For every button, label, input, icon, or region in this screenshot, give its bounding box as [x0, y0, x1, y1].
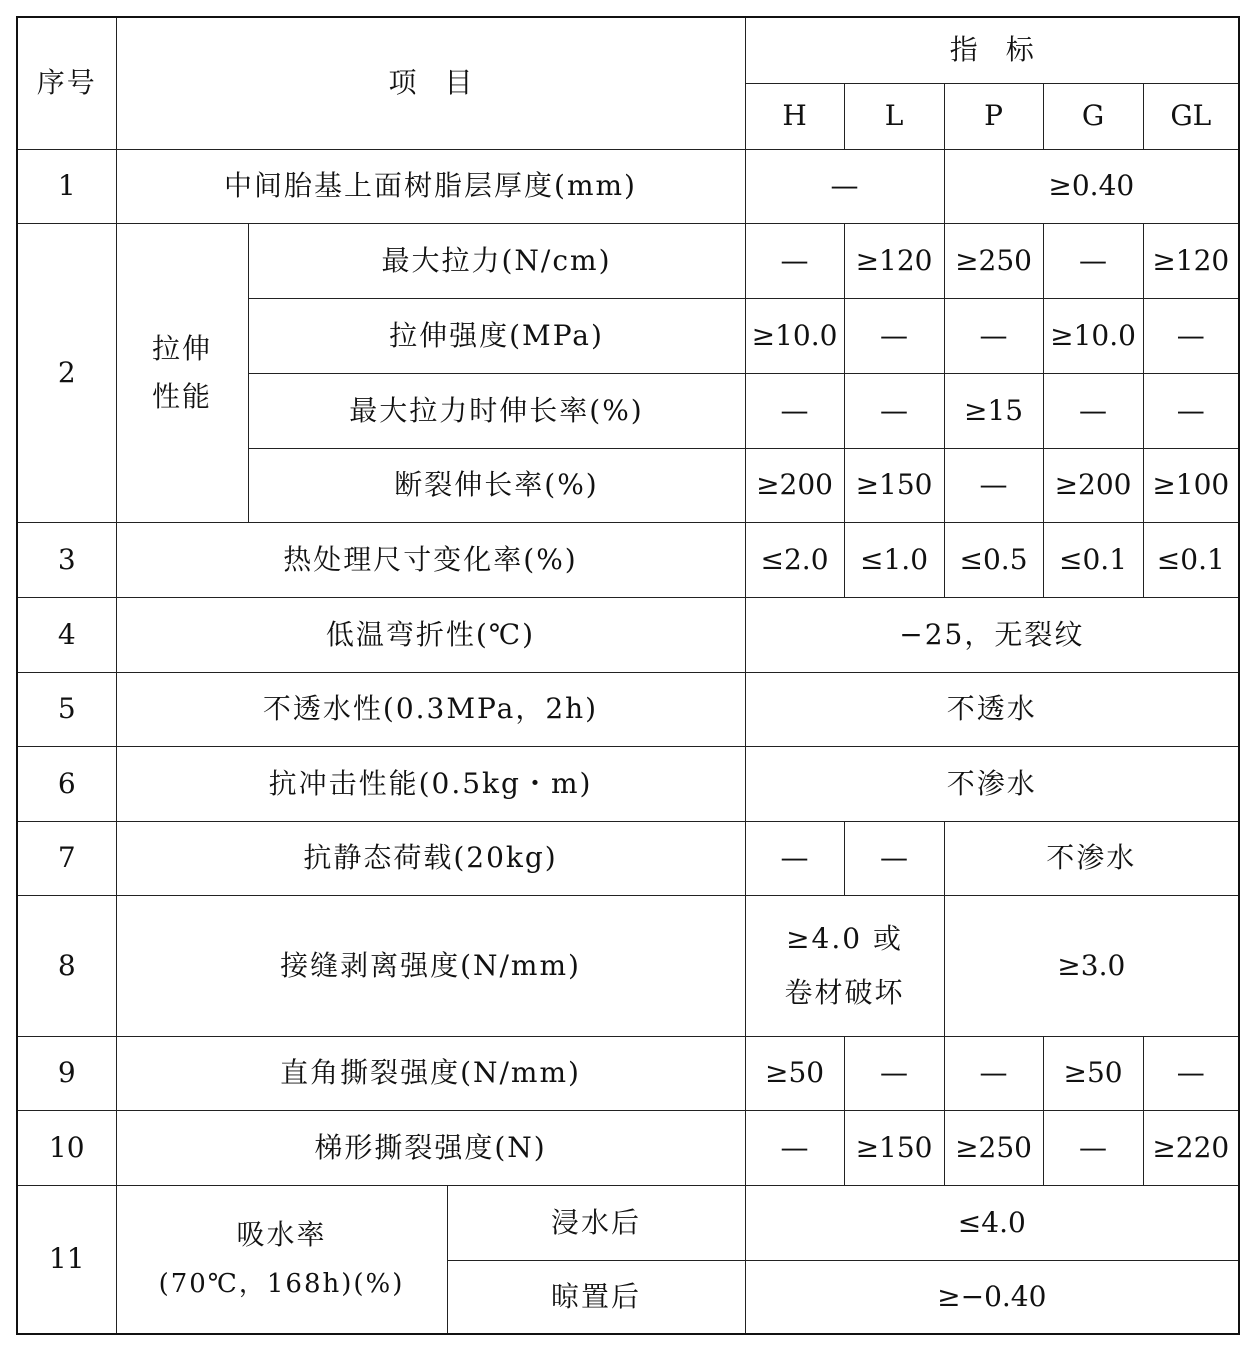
row-seq: 1 — [17, 149, 116, 223]
cell-h: ≥10.0 — [745, 298, 844, 373]
cell-h: ≤2.0 — [745, 522, 844, 597]
cell-gl: — — [1143, 298, 1239, 373]
table-row — [17, 597, 1239, 672]
cell-g: ≥200 — [1043, 448, 1143, 522]
row-seq: 4 — [17, 597, 116, 672]
row-seq: 7 — [17, 821, 116, 895]
spec-table — [16, 16, 1240, 1335]
row-value: −25，无裂纹 — [745, 597, 1239, 672]
row-item: 热处理尺寸变化率(%) — [116, 522, 745, 597]
table-row — [17, 1110, 1239, 1185]
row-item: 中间胎基上面树脂层厚度(mm) — [116, 149, 745, 223]
value-line: ≥4.0 或 — [786, 921, 903, 955]
row-seq: 10 — [17, 1110, 116, 1185]
row-item: 晾置后 — [447, 1260, 745, 1334]
row-item: 低温弯折性(℃) — [116, 597, 745, 672]
cell-g: — — [1043, 1110, 1143, 1185]
cell-p: — — [944, 298, 1043, 373]
cell-l: ≥150 — [844, 1110, 944, 1185]
cell-gl: ≥220 — [1143, 1110, 1239, 1185]
table-row — [17, 895, 1239, 1036]
group-label-line: 性能 — [151, 379, 212, 413]
cell-g: — — [1043, 373, 1143, 448]
cell-gl: ≥120 — [1143, 223, 1239, 298]
row-item: 最大拉力(N/cm) — [248, 223, 745, 298]
cell-h: — — [745, 1110, 844, 1185]
row-item: 抗静态荷载(20kg) — [116, 821, 745, 895]
row-seq: 5 — [17, 672, 116, 746]
cell-l: — — [844, 373, 944, 448]
row-item: 拉伸强度(MPa) — [248, 298, 745, 373]
cell-g: — — [1043, 223, 1143, 298]
cell-g: ≤0.1 — [1043, 522, 1143, 597]
row-value: ≥3.0 — [944, 895, 1239, 1036]
cell-l: — — [844, 298, 944, 373]
cell-h: — — [745, 821, 844, 895]
cell-h: — — [745, 373, 844, 448]
cell-gl: — — [1143, 1036, 1239, 1110]
row-item: 浸水后 — [447, 1185, 745, 1260]
table-row — [17, 672, 1239, 746]
cell-gl: — — [1143, 373, 1239, 448]
cell-p: — — [944, 448, 1043, 522]
row-value: ≥0.40 — [944, 149, 1239, 223]
table-row — [17, 149, 1239, 223]
row-group-label — [116, 223, 248, 522]
header-type-h: H — [745, 83, 844, 149]
cell-h: ≥200 — [745, 448, 844, 522]
cell-h: — — [745, 223, 844, 298]
row-item: 不透水性(0.3MPa，2h) — [116, 672, 745, 746]
table-row — [17, 1036, 1239, 1110]
group-label-line: 拉伸 — [151, 331, 212, 365]
row-value: — — [745, 149, 944, 223]
cell-p: ≤0.5 — [944, 522, 1043, 597]
header-type-p: P — [944, 83, 1043, 149]
cell-l: ≤1.0 — [844, 522, 944, 597]
row-item: 断裂伸长率(%) — [248, 448, 745, 522]
table-row — [17, 746, 1239, 821]
row-value — [745, 895, 944, 1036]
row-item: 直角撕裂强度(N/mm) — [116, 1036, 745, 1110]
cell-l: ≥150 — [844, 448, 944, 522]
row-value: 不渗水 — [944, 821, 1239, 895]
row-value: ≥−0.40 — [745, 1260, 1239, 1334]
cell-p: ≥250 — [944, 1110, 1043, 1185]
row-item: 接缝剥离强度(N/mm) — [116, 895, 745, 1036]
row-value: 不渗水 — [745, 746, 1239, 821]
header-indicator: 指 标 — [745, 17, 1239, 83]
row-value: 不透水 — [745, 672, 1239, 746]
row-value: ≤4.0 — [745, 1185, 1239, 1260]
header-row-1 — [17, 17, 1239, 83]
cell-gl: ≤0.1 — [1143, 522, 1239, 597]
cell-p: ≥250 — [944, 223, 1043, 298]
cell-l: — — [844, 1036, 944, 1110]
row-item: 抗冲击性能(0.5kg・m) — [116, 746, 745, 821]
row-group-label — [116, 1185, 447, 1334]
header-type-gl: GL — [1143, 83, 1239, 149]
cell-g: ≥10.0 — [1043, 298, 1143, 373]
row-seq: 11 — [17, 1185, 116, 1334]
header-item: 项 目 — [116, 17, 745, 149]
table-row — [17, 522, 1239, 597]
row-seq: 8 — [17, 895, 116, 1036]
group-label-line: 吸水率 — [236, 1217, 327, 1251]
cell-gl: ≥100 — [1143, 448, 1239, 522]
cell-g: ≥50 — [1043, 1036, 1143, 1110]
header-seq: 序号 — [17, 17, 116, 149]
table-row — [17, 821, 1239, 895]
row-seq: 2 — [17, 223, 116, 522]
cell-l: ≥120 — [844, 223, 944, 298]
header-type-l: L — [844, 83, 944, 149]
row-item: 梯形撕裂强度(N) — [116, 1110, 745, 1185]
row-item: 最大拉力时伸长率(%) — [248, 373, 745, 448]
cell-l: — — [844, 821, 944, 895]
group-label-line: (70℃，168h)(%) — [158, 1269, 405, 1300]
header-type-g: G — [1043, 83, 1143, 149]
row-seq: 9 — [17, 1036, 116, 1110]
cell-h: ≥50 — [745, 1036, 844, 1110]
table-row — [17, 1185, 1239, 1260]
value-line: 卷材破坏 — [784, 975, 905, 1009]
table-row — [17, 223, 1239, 298]
row-seq: 6 — [17, 746, 116, 821]
cell-p: — — [944, 1036, 1043, 1110]
row-seq: 3 — [17, 522, 116, 597]
cell-p: ≥15 — [944, 373, 1043, 448]
